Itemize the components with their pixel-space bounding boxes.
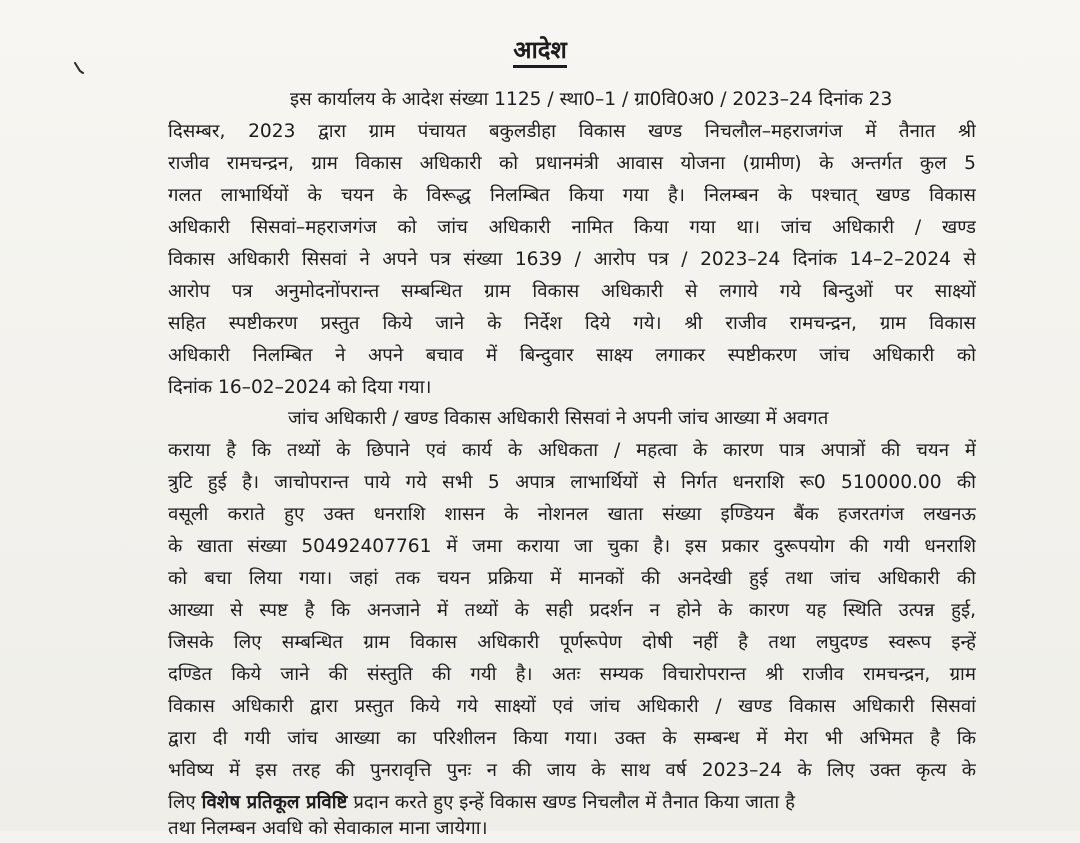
paragraph-line: वसूली कराते हुए उक्त धनराशि शासन के नोशनल खाता संख्या इण्डियन बैंक हजरतगंज लखनऊ (168, 504, 976, 525)
paragraph-line: के खाता संख्या 50492407761 में जमा कराया जा चुका है। इस प्रकार दुरूपयोग की गयी धनराशि (168, 536, 976, 557)
paragraph-line: जिसके लिए सम्बन्धित ग्राम विकास अधिकारी पूर्णरूपेण दोषी नहीं है तथा लघुदण्ड स्वरूप इन्हें (168, 632, 976, 653)
paragraph-line: कराया है कि तथ्यों के छिपाने एवं कार्य के अधिकता / महत्वा के कारण पात्र अपात्रों की चयन में (168, 440, 976, 461)
paragraph-line: द्वारा दी गयी जांच आख्या का परिशीलन किया गया। उक्त के सम्बन्ध में मेरा भी अभिमत है कि (168, 728, 976, 749)
paragraph-line: भविष्य में इस तरह की पुनरावृत्ति पुनः न की जाय के साथ वर्ष 2023–24 के लिए उक्त कृत्य के (168, 760, 976, 781)
paragraph-line: को बचा लिया गया। जहां तक चयन प्रक्रिया में मानकों की अनदेखी हुई तथा जांच अधिकारी की (168, 568, 976, 589)
paragraph-last-line: तथा निलम्बन अवधि को सेवाकाल माना जायेगा। (168, 818, 488, 839)
paragraph-line: अधिकारी सिसवां–महराजगंज को जांच अधिकारी नामित किया गया था। जांच अधिकारी / खण्ड (168, 217, 976, 238)
paragraph-line: दण्डित किये जाने की संस्तुति की गयी है। अतः सम्यक विचारोपरान्त श्री राजीव रामचन्द्रन, ग्राम (168, 664, 976, 685)
order-title (0, 30, 1080, 70)
paragraph-line: इस कार्यालय के आदेश संख्या 1125 / स्था0–1 / ग्रा0वि0अ0 / 2023–24 दिनांक 23 (290, 89, 893, 110)
paragraph-line: विकास अधिकारी द्वारा प्रस्तुत किये गये साक्ष्यों एवं जांच अधिकारी / खण्ड विकास अधिकारी सिसवां (168, 696, 976, 717)
paragraph-line: गलत लाभार्थियों के चयन के विरूद्ध निलम्बित किया गया है। निलम्बन के पश्चात् खण्ड विकास (168, 185, 976, 206)
paragraph-line: आख्या से स्पष्ट है कि अनजाने में तथ्यों के सही प्रदर्शन न होने के कारण यह स्थिति उत्पन्न हुई, (168, 600, 976, 621)
paragraph-line: त्रुटि हुई है। जाचोपरान्त पाये गये सभी 5 अपात्र लाभार्थियों से निर्गत धनराशि रू0 510000.00 की (168, 472, 976, 493)
emphasis-adverse-entry: विशेष प्रतिकूल प्रविष्टि (201, 792, 348, 813)
heading-text: आदेश (513, 36, 567, 68)
paragraph-line: जांच अधिकारी / खण्ड विकास अधिकारी सिसवां ने अपनी जांच आख्या में अवगत (288, 408, 829, 429)
paragraph-line: विकास अधिकारी सिसवां ने अपने पत्र संख्या 1639 / आरोप पत्र / 2023–24 दिनांक 14–2–2024 से (168, 249, 976, 270)
line-fragment: लिए (168, 792, 202, 813)
paragraph-line-with-emphasis (168, 789, 795, 817)
paragraph-line: राजीव रामचन्द्रन, ग्राम विकास अधिकारी को प्रधानमंत्री आवास योजना (ग्रामीण) के अन्तर्गत कुल 5 (168, 153, 976, 174)
paragraph-line: अधिकारी निलम्बित ने अपने बचाव में बिन्दुवार साक्ष्य लगाकर स्पष्टीकरण जांच अधिकारी को (168, 345, 976, 366)
paragraph-line: दिनांक 16–02–2024 को दिया गया। (168, 377, 432, 398)
paragraph-line: सहित स्पष्टीकरण प्रस्तुत किये जाने के निर्देश दिये गये। श्री राजीव रामचन्द्रन, ग्राम विकास (168, 313, 976, 334)
paragraph-line: दिसम्बर, 2023 द्वारा ग्राम पंचायत बकुलडीहा विकास खण्ड निचलौल–महराजगंज में तैनात श्री (168, 121, 976, 142)
line-fragment: प्रदान करते हुए इन्हें विकास खण्ड निचलौल में तैनात किया जाता है (347, 792, 795, 813)
paragraph-line: आरोप पत्र अनुमोदनोंपरान्त सम्बन्धित ग्राम विकास अधिकारी से लगाये गये बिन्दुओं पर साक्ष्यों (168, 281, 976, 302)
